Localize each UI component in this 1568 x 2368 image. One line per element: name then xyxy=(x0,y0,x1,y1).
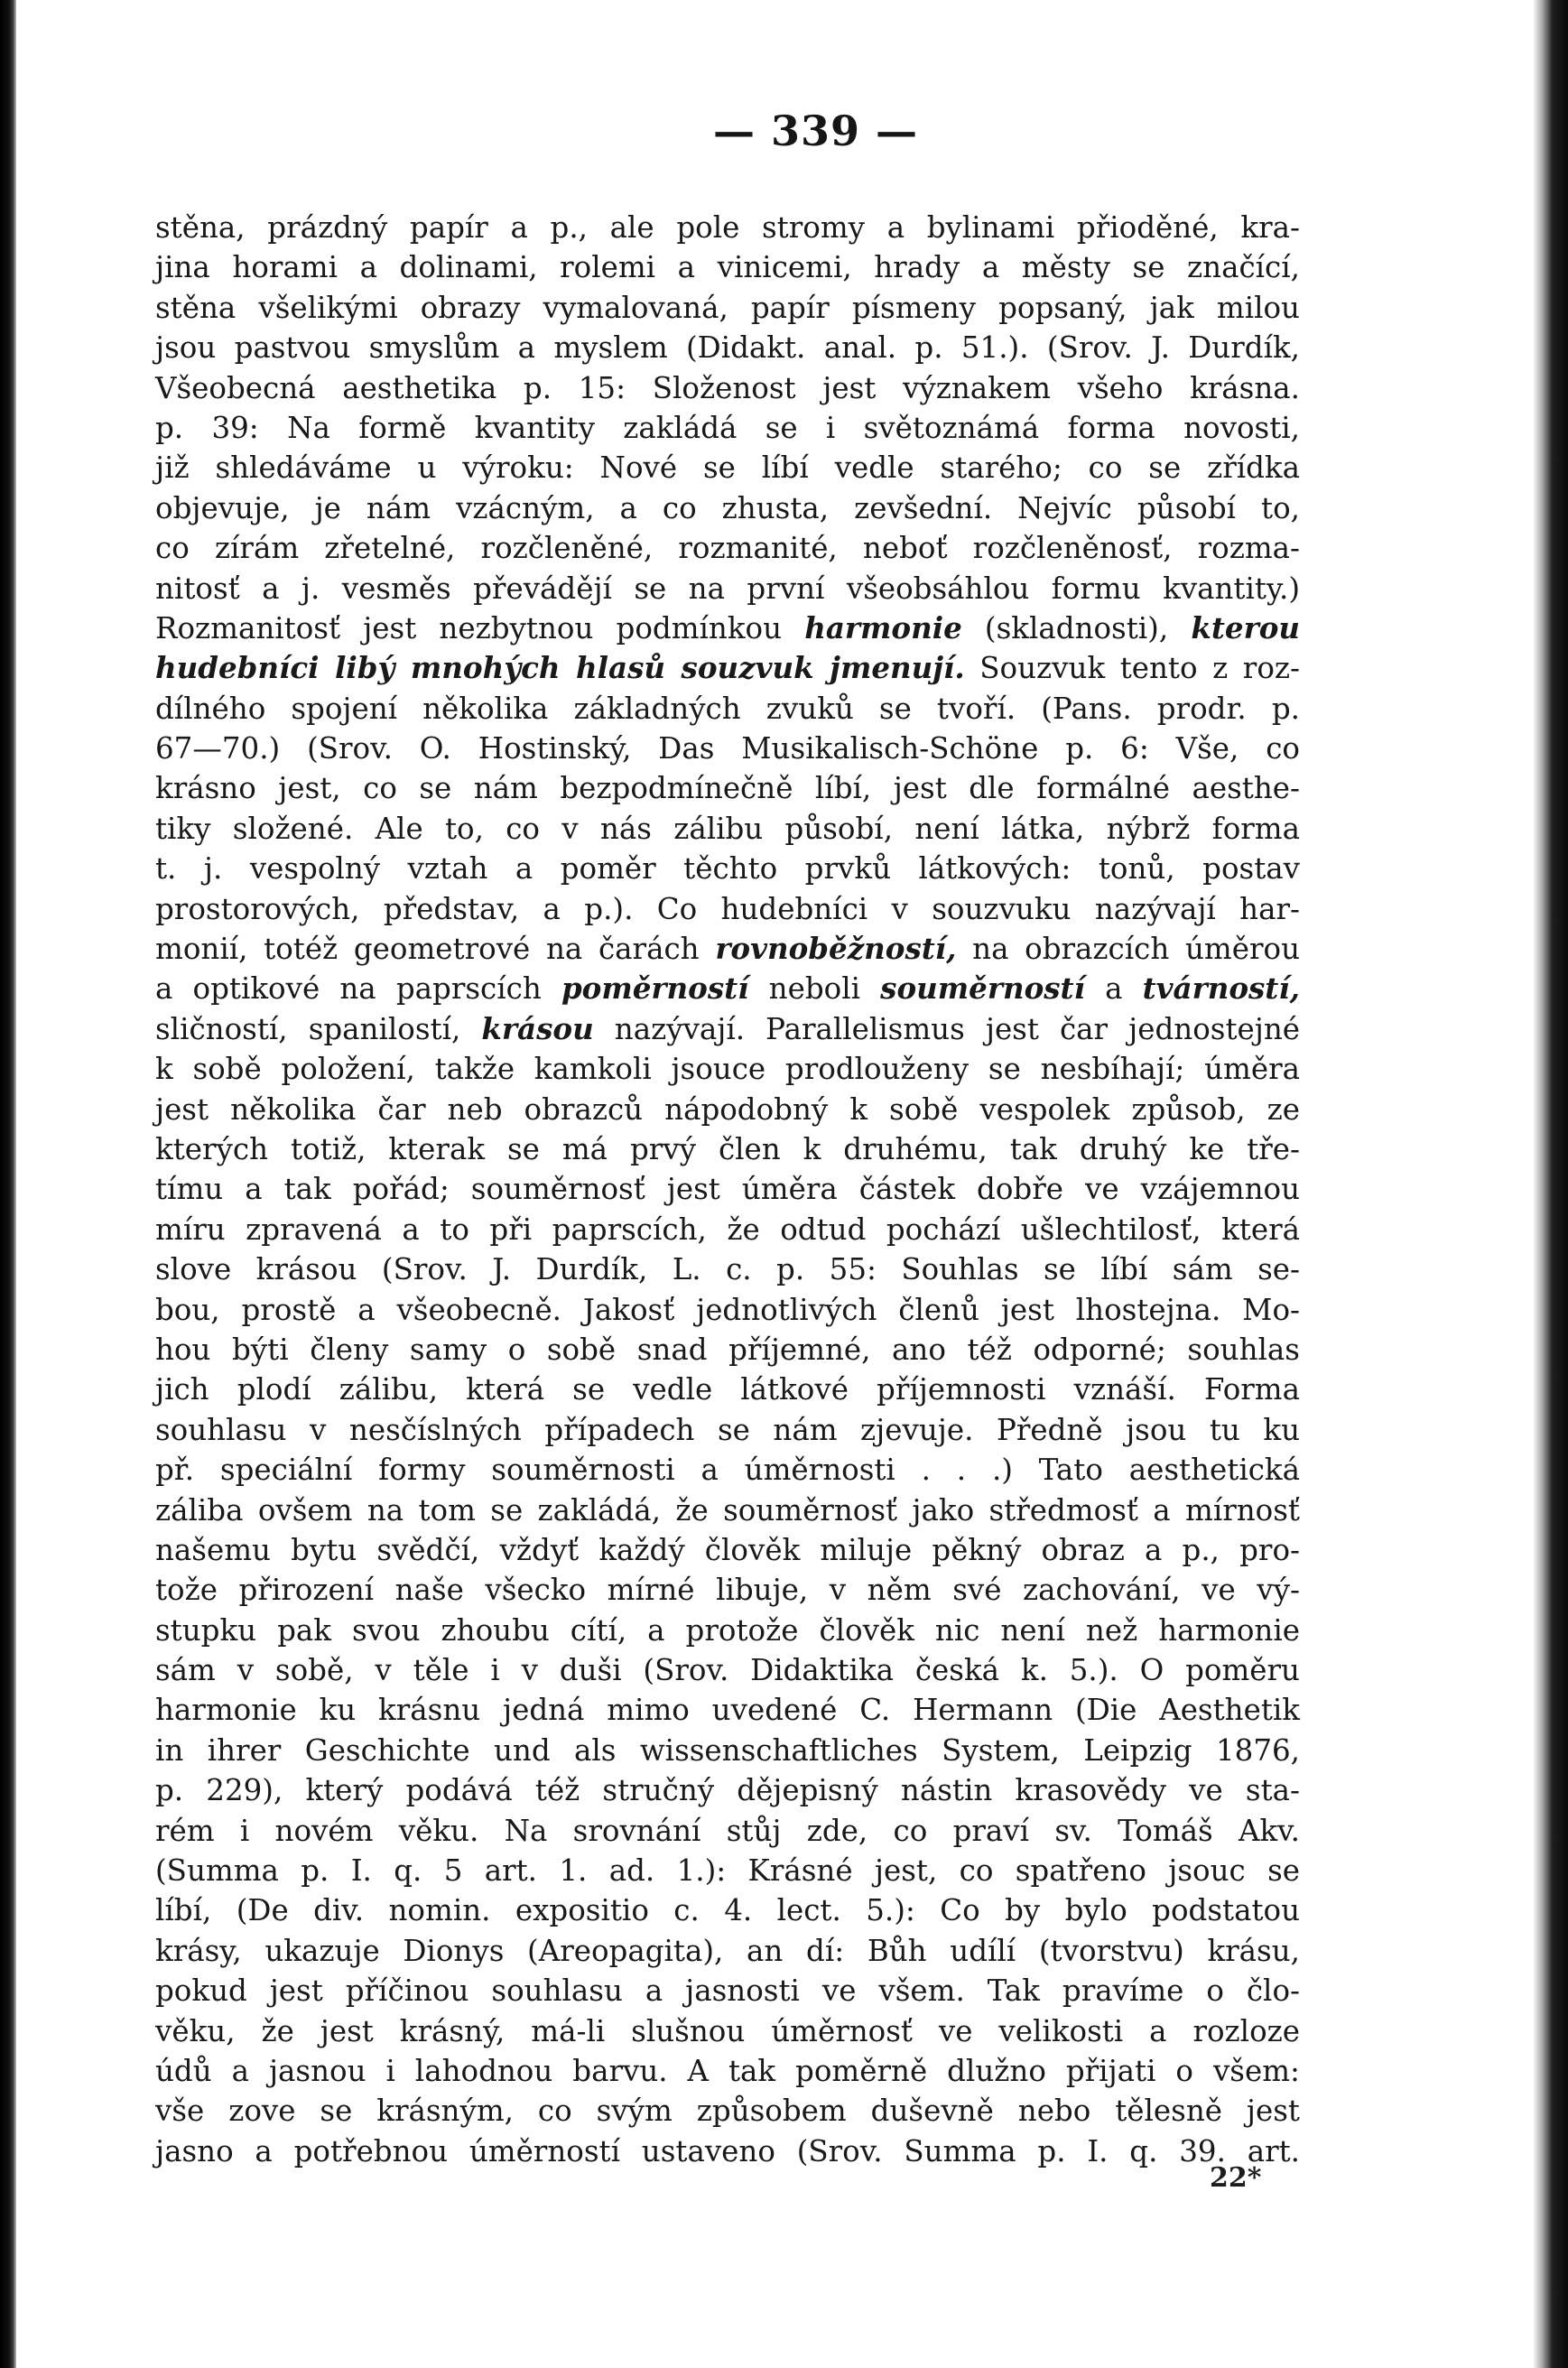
text-line: tože přirození naše všecko mírné libuje, v něm své zachování, ve vý- xyxy=(155,1573,1300,1608)
text-run: sličností, spanilostí, xyxy=(155,1011,482,1046)
text-line: k sobě položení, takže kamkoli jsouce prodlouženy se nesbíhají; úměra xyxy=(155,1052,1300,1087)
scan-edge-right xyxy=(1534,0,1568,2368)
text-line: p. 39: Na formě kvantity zakládá se i světoznámá forma novosti, xyxy=(155,410,1300,445)
text-line: věku, že jest krásný, má-li slušnou úměrnosť ve velikosti a rozloze xyxy=(155,2013,1300,2048)
text-line: jasno a potřebnou úměrností ustaveno (Srov. Summa p. I. q. 39. art. xyxy=(155,2133,1300,2168)
text-line: harmonie ku krásnu jedná mimo uvedené C. Hermann (Die Aesthetik xyxy=(155,1693,1300,1728)
text-line: nitosť a j. vesměs převádějí se na první všeobsáhlou formu kvantity.) xyxy=(155,571,1300,606)
scan-edge-left xyxy=(0,0,16,2368)
text-line: stěna, prázdný papír a p., ale pole stromy a bylinami přioděné, kra- xyxy=(155,210,1300,245)
italic-emphasis: kterou xyxy=(1191,609,1300,645)
text-line: stupku pak svou zhoubu cítí, a protože člověk nic není než harmonie xyxy=(155,1612,1300,1648)
text-line: (Summa p. I. q. 5 art. 1. ad. 1.): Krásné jest, co spatřeno jsouc se xyxy=(155,1853,1300,1889)
text-run: Rozmanitosť jest nezbytnou podmínkou xyxy=(155,610,805,645)
text-line: slove krásou (Srov. J. Durdík, L. c. p. 55: Souhlas se líbí sám se- xyxy=(155,1252,1300,1287)
text-line: již shledáváme u výroku: Nové se líbí vedle starého; co se zřídka xyxy=(155,450,1300,486)
text-line: t. j. vespolný vztah a poměr těchto prvků látkových: tonů, postav xyxy=(155,851,1300,887)
italic-emphasis: krásou xyxy=(481,1010,594,1046)
text-line: př. speciální formy souměrnosti a úměrnosti . . .) Tato aesthetická xyxy=(155,1453,1300,1488)
text-line xyxy=(155,608,1300,648)
text-run: a xyxy=(1084,971,1143,1007)
text-line: dílného spojení několika základných zvuků se tvoří. (Pans. prodr. p. xyxy=(155,691,1300,726)
text-line: 67—70.) (Srov. O. Hostinský, Das Musikalisch-Schöne p. 6: Vše, co xyxy=(155,731,1300,766)
italic-emphasis: souměrností xyxy=(880,970,1085,1007)
text-line xyxy=(155,648,1300,688)
text-line: míru zpravená a to při paprscích, že odtud pochází ušlechtilosť, která xyxy=(155,1212,1300,1247)
italic-emphasis: rovnoběžností, xyxy=(715,931,957,967)
text-line: krásy, ukazuje Dionys (Areopagita), an dí: Bůh udílí (tvorstvu) krásu, xyxy=(155,1933,1300,1968)
text-line: tiky složené. Ale to, co v nás zálibu působí, není látka, nýbrž forma xyxy=(155,811,1300,846)
page-number: — 339 — xyxy=(712,107,919,155)
text-run: (skladnosti), xyxy=(961,610,1192,645)
text-run: na obrazcích úměrou xyxy=(956,932,1301,967)
text-line: našemu bytu svědčí, vždyť každý člověk miluje pěkný obraz a p., pro- xyxy=(155,1532,1300,1567)
text-line xyxy=(155,929,1300,969)
text-line: stěna všelikými obrazy vymalovaná, papír písmeny popsaný, jak milou xyxy=(155,290,1300,325)
text-line: sám v sobě, v těle i v duši (Srov. Didaktika česká k. 5.). O poměru xyxy=(155,1653,1300,1688)
text-line: pokud jest příčinou souhlasu a jasnosti ve všem. Tak pravíme o člo- xyxy=(155,1973,1300,2009)
text-line: in ihrer Geschichte und als wissenschaftliches System, Leipzig 1876, xyxy=(155,1732,1300,1768)
italic-emphasis: hudebníci libý mnohých hlasů souzvuk jmenují. xyxy=(155,650,965,686)
sheet-signature-mark: 22* xyxy=(1210,2162,1262,2194)
italic-emphasis: harmonie xyxy=(804,609,962,645)
text-line: co zírám zřetelné, rozčleněné, rozmanité, neboť rozčleněnosť, rozma- xyxy=(155,531,1300,566)
text-line: bou, prostě a všeobecně. Jakosť jednotlivých členů jest lhostejna. Mo- xyxy=(155,1292,1300,1327)
text-run: nazývají. Parallelismus jest čar jednostejné xyxy=(593,1011,1300,1046)
text-line: záliba ovšem na tom se zakládá, že souměrnosť jako středmosť a mírnosť xyxy=(155,1492,1300,1528)
text-run: monií, totéž geometrové na čarách xyxy=(155,932,716,967)
text-run: neboli xyxy=(748,971,881,1007)
text-line: jsou pastvou smyslům a myslem (Didakt. anal. p. 51.). (Srov. J. Durdík, xyxy=(155,330,1300,366)
text-line: údů a jasnou i lahodnou barvu. A tak poměrně dlužno přijati o všem: xyxy=(155,2053,1300,2088)
text-line xyxy=(155,1009,1300,1049)
text-line: p. 229), který podává též stručný dějepisný nástin krasovědy ve sta- xyxy=(155,1773,1300,1808)
text-line: prostorových, představ, a p.). Co hudebníci v souzvuku nazývají har- xyxy=(155,891,1300,926)
text-run: Souzvuk tento z roz- xyxy=(964,651,1300,686)
italic-emphasis: poměrností xyxy=(561,970,749,1007)
text-line: souhlasu v nesčíslných případech se nám zjevuje. Předně jsou tu ku xyxy=(155,1412,1300,1447)
text-line: tímu a tak pořád; souměrnosť jest úměra částek dobře ve vzájemnou xyxy=(155,1172,1300,1207)
text-line: jich plodí zálibu, která se vedle látkové příjemnosti vznáší. Forma xyxy=(155,1372,1300,1407)
text-line: krásno jest, co se nám bezpodmínečně líbí, jest dle formálné aesthe- xyxy=(155,771,1300,806)
text-run: a optikové na paprscích xyxy=(155,971,561,1007)
text-line: rém i novém věku. Na srovnání stůj zde, co praví sv. Tomáš Akv. xyxy=(155,1813,1300,1848)
text-line: objevuje, je nám vzácným, a co zhusta, zevšední. Nejvíc působí to, xyxy=(155,490,1300,525)
italic-emphasis: tvárností, xyxy=(1142,970,1300,1007)
text-line: jina horami a dolinami, rolemi a vinicemi, hrady a městy se značící, xyxy=(155,250,1300,285)
text-line: líbí, (De div. nomin. expositio c. 4. lect. 5.): Co by bylo podstatou xyxy=(155,1893,1300,1928)
text-line: kterých totiž, kterak se má prvý člen k druhému, tak druhý ke tře- xyxy=(155,1131,1300,1166)
text-line: jest několika čar neb obrazců nápodobný k sobě vespolek způsob, ze xyxy=(155,1091,1300,1127)
text-line: Všeobecná aesthetika p. 15: Složenost jest význakem všeho krásna. xyxy=(155,370,1300,405)
text-line: vše zove se krásným, co svým způsobem duševně nebo tělesně jest xyxy=(155,2094,1300,2129)
body-text xyxy=(155,208,1300,2171)
text-line xyxy=(155,969,1300,1008)
page-header xyxy=(0,107,1568,155)
text-line: hou býti členy samy o sobě snad příjemné, ano též odporné; souhlas xyxy=(155,1332,1300,1367)
